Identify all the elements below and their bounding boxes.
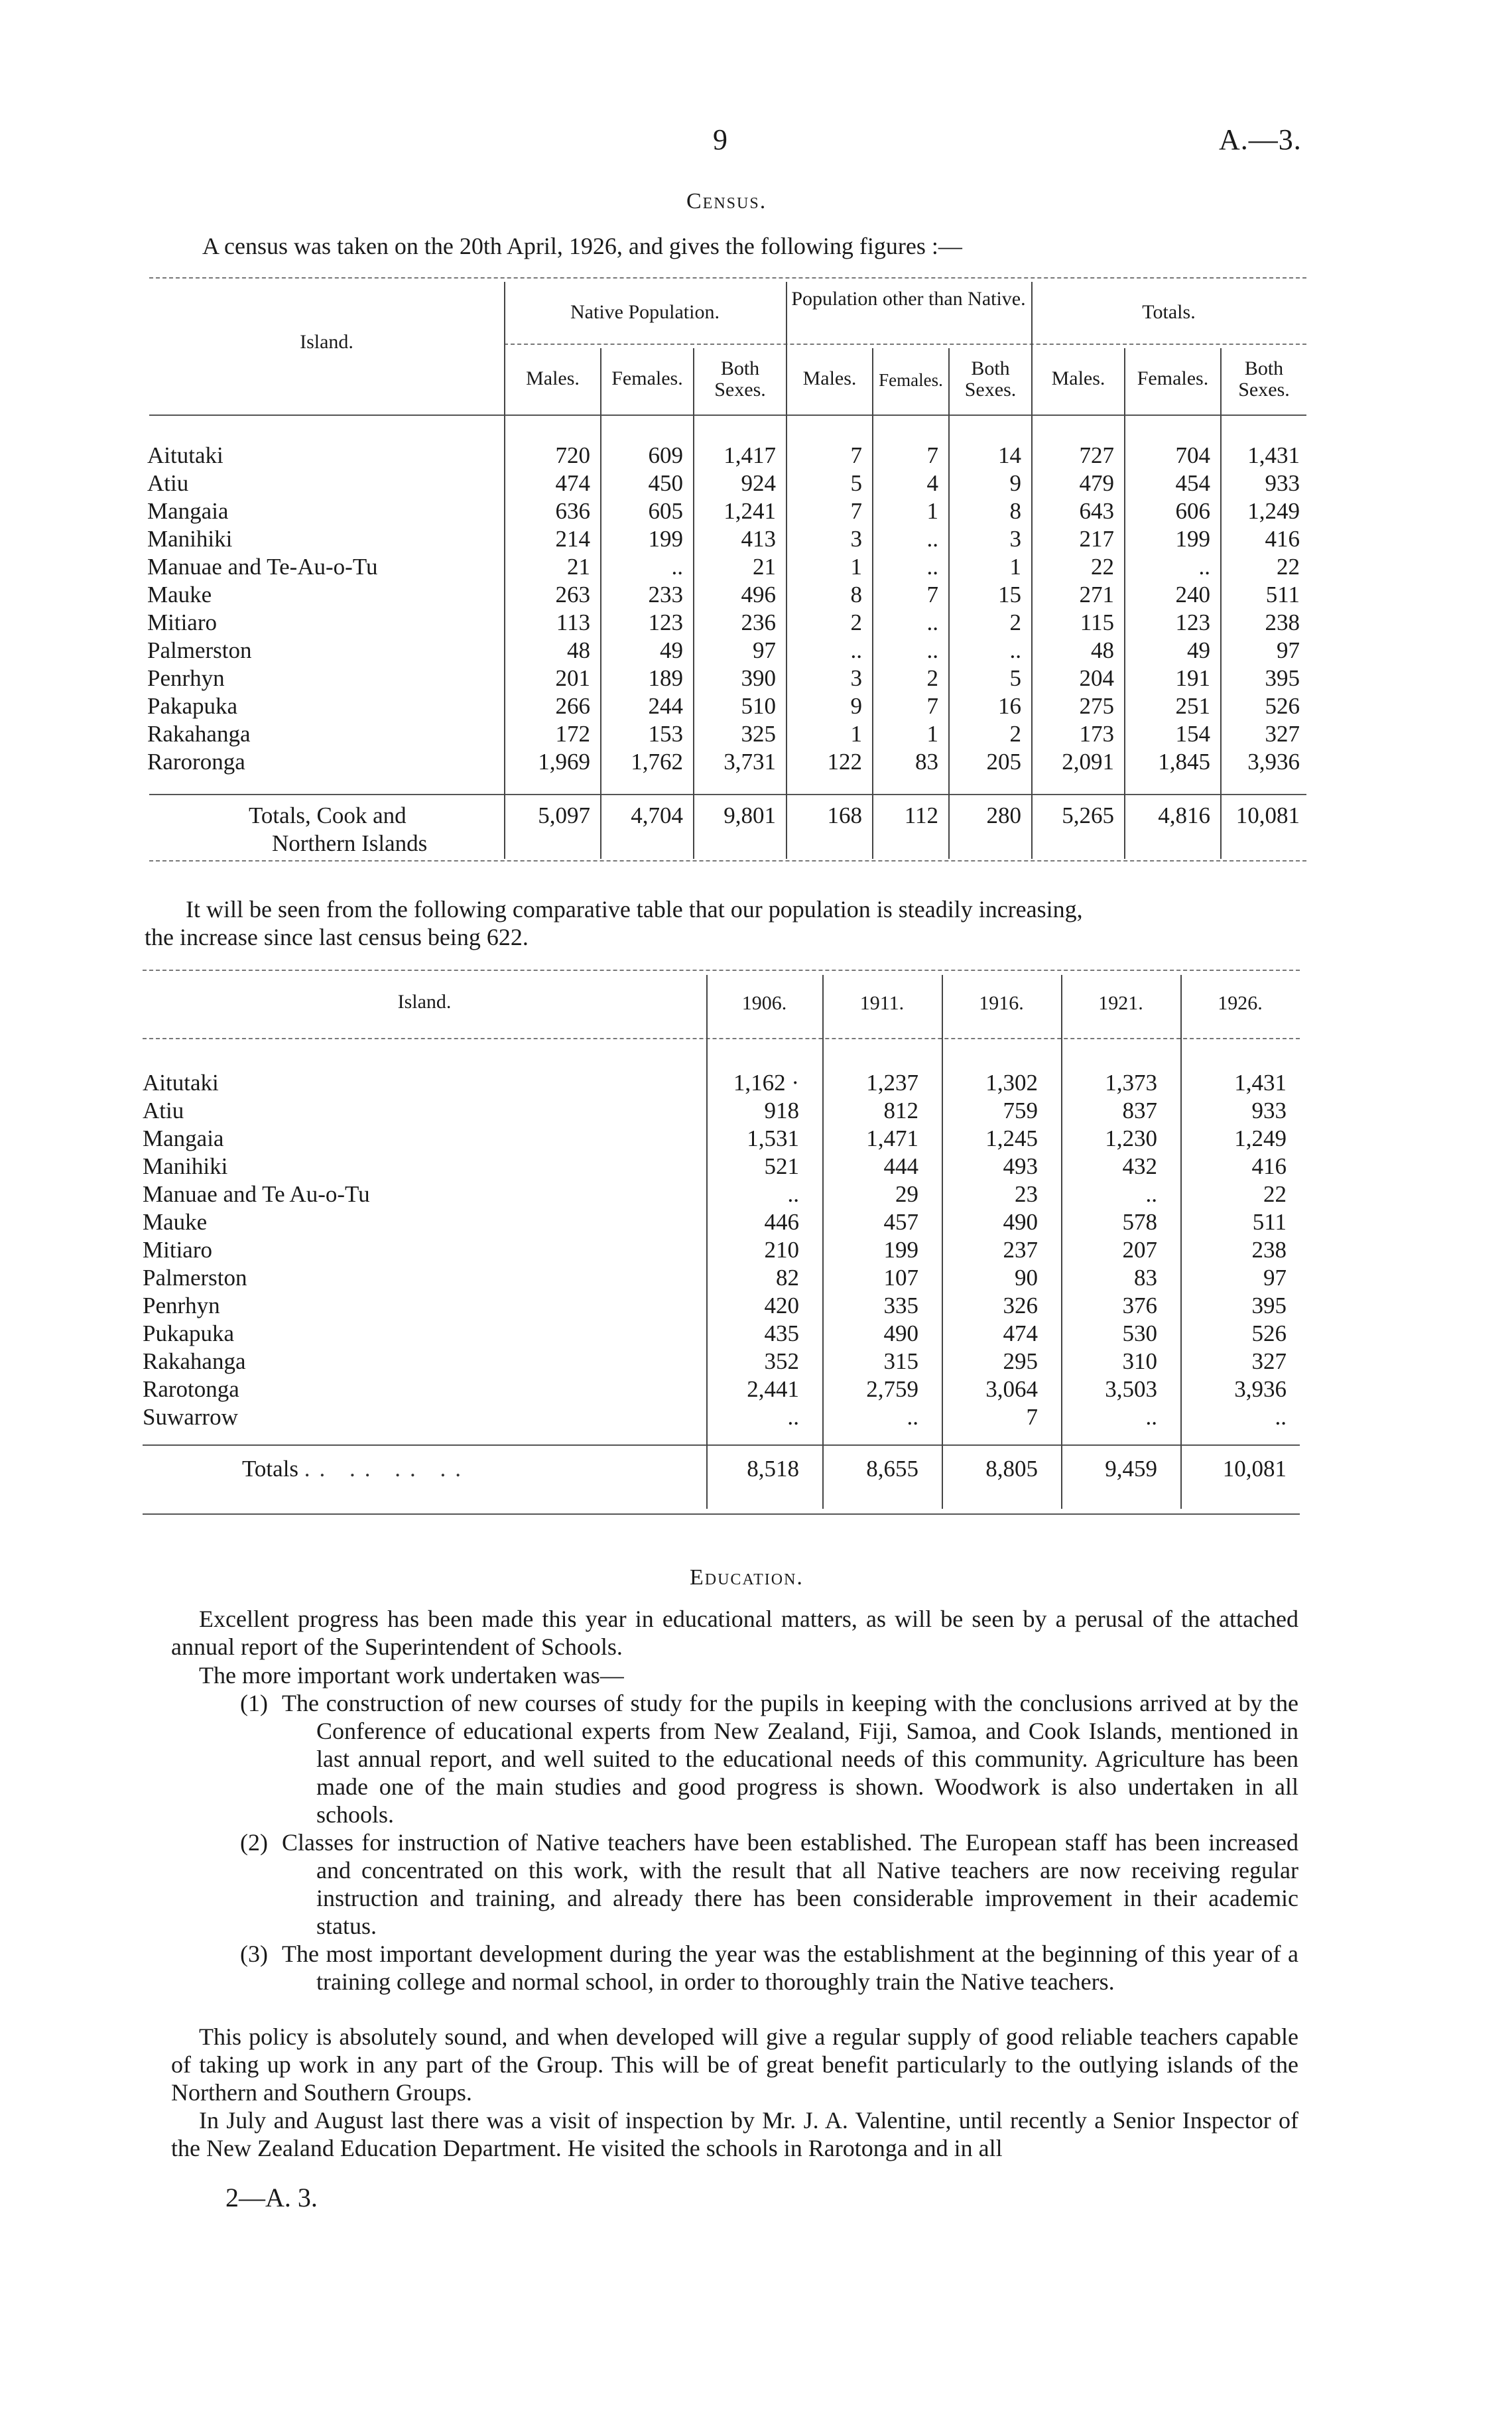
education-paragraph-3: This policy is absolutely sound, and when developed will give a regular supply of good reliable teachers capable of taking up work in any part of the Group. This will be of great benefit particularly to the outlying islands of the Northern and Southern Groups. [171,2023,1298,2106]
census-cell-om: .. [850,637,862,663]
comparison-cell: 933 [1251,1098,1287,1123]
comparison-cell: 335 [883,1293,918,1318]
census-cell-ob: .. [1009,637,1021,663]
census-cell-tm: 727 [1079,442,1114,468]
census-cell-nb: 924 [741,470,776,496]
census-cell-nm: 263 [555,582,590,607]
census-total-males: 5,265 [1062,802,1114,828]
comparison-cell: 1,230 [1105,1125,1157,1151]
comparison-cell: 1,245 [985,1125,1038,1151]
year-1911-header: 1911. [859,992,905,1014]
census-cell-nm: 201 [555,665,590,691]
comparison-cell: 23 [1015,1181,1038,1207]
census-cell-nm: 214 [555,526,590,552]
comparison-cell: .. [787,1181,799,1207]
census-cell-ob: 3 [1009,526,1021,552]
year-1926-header: 1926. [1218,992,1263,1014]
census-cell-nm: 1,969 [538,749,590,775]
census-cell-tb: 1,249 [1247,498,1300,524]
census-row-island: Aitutaki [147,442,223,468]
census-cell-om: 7 [850,442,862,468]
comparison-cell: 837 [1122,1098,1157,1123]
comparison-row-island: Penrhyn [143,1293,220,1318]
census-cell-nm: 113 [556,609,590,635]
comparison-cell: 526 [1251,1320,1287,1346]
census-cell-tm: 115 [1080,609,1114,635]
comparison-total-1926: 10,081 [1222,1456,1287,1482]
comparison-cell: 2,759 [866,1376,918,1402]
comparison-row-island: Aitutaki [143,1070,219,1096]
census-cell-of: 4 [926,470,938,496]
comparison-cell: 3,503 [1105,1376,1157,1402]
comparison-totals-label: Totals .. .. .. .. [242,1456,471,1482]
totals-males-header: Males. [1051,367,1105,389]
census-group-other: Population other than Native. [791,288,1026,310]
comparison-row-island: Suwarrow [143,1404,238,1430]
census-cell-nf: 233 [648,582,683,607]
census-cell-tm: 271 [1079,582,1114,607]
census-cell-om: 3 [850,526,862,552]
census-cell-nb: 1,241 [724,498,776,524]
year-1906-header: 1906. [741,992,787,1014]
page-number: 9 [713,123,727,156]
comparison-cell: 1,373 [1105,1070,1157,1096]
census-cell-tf: 191 [1175,665,1210,691]
census-cell-tm: 217 [1079,526,1114,552]
census-cell-nb: 510 [741,693,776,719]
census-cell-tb: 22 [1277,554,1300,580]
comparison-cell: 759 [1003,1098,1038,1123]
census-cell-ob: 9 [1009,470,1021,496]
comparison-cell: 3,936 [1234,1376,1287,1402]
census-title: Census. [686,189,767,214]
comparison-cell: .. [1145,1181,1157,1207]
census-cell-of: 2 [926,665,938,691]
comparison-cell: 1,531 [747,1125,799,1151]
native-males-header: Males. [526,367,580,389]
census-cell-nb: 1,417 [724,442,776,468]
census-cell-nb: 236 [741,609,776,635]
comparison-row-island: Rakahanga [143,1348,246,1374]
education-paragraph-1: Excellent progress has been made this year in educational matters, as will be seen by a perusal of the attached annual report of the Superintendent of Schools. [171,1606,1298,1660]
census-total-other-females: 112 [904,802,938,828]
education-item-2: Classes for instruction of Native teachers have been established. The European staff has been increased and concentrated on this work, with the result that all Native teachers are now receiving regular instruction and training, and already there has been considerable improvement in their academic status. [282,1829,1298,1939]
comparison-cell: 474 [1003,1320,1038,1346]
census-row-island: Mauke [147,582,212,607]
census-cell-nm: 474 [555,470,590,496]
comparison-cell: 435 [764,1320,799,1346]
comparison-total-1916: 8,805 [985,1456,1038,1482]
census-row-island: Rakahanga [147,721,251,747]
comparison-cell: 29 [895,1181,918,1207]
census-cell-of: 1 [926,721,938,747]
comparison-cell: 22 [1263,1181,1287,1207]
census-cell-tb: 3,936 [1247,749,1300,775]
comparison-cell: 207 [1122,1237,1157,1263]
comparison-cell: 352 [764,1348,799,1374]
comparison-cell: 416 [1251,1153,1287,1179]
census-cell-tf: 251 [1175,693,1210,719]
census-cell-ob: 8 [1009,498,1021,524]
census-cell-tb: 395 [1265,665,1300,691]
census-cell-nb: 413 [741,526,776,552]
comparison-cell: 812 [883,1098,918,1123]
comparison-intro-1: It will be seen from the following comparative table that our population is steadily increasing, [186,896,1083,923]
census-cell-tm: 204 [1079,665,1114,691]
census-cell-of: .. [926,554,938,580]
census-row-island: Mitiaro [147,609,217,635]
census-cell-om: 7 [850,498,862,524]
comparison-row-island: Palmerston [143,1265,247,1291]
census-cell-ob: 2 [1009,721,1021,747]
census-cell-tf: 123 [1175,609,1210,635]
census-cell-ob: 16 [998,693,1021,719]
census-cell-of: 7 [926,582,938,607]
census-cell-nm: 21 [567,554,590,580]
comparison-cell: 326 [1003,1293,1038,1318]
comparison-cell: 376 [1122,1293,1157,1318]
comparison-cell: 310 [1122,1348,1157,1374]
comparison-cell: 237 [1003,1237,1038,1263]
census-cell-tf: 454 [1175,470,1210,496]
comparison-cell: .. [907,1404,918,1430]
census-cell-nb: 496 [741,582,776,607]
comparison-row-island: Manihiki [143,1153,228,1179]
census-cell-tf: .. [1198,554,1210,580]
census-cell-om: 2 [850,609,862,635]
census-cell-nb: 21 [753,554,776,580]
census-cell-om: 8 [850,582,862,607]
comparison-cell: 578 [1122,1209,1157,1235]
census-cell-tb: 526 [1265,693,1300,719]
comparison-cell: 1,162 · [733,1070,799,1096]
comparison-cell: 2,441 [747,1376,799,1402]
census-group-totals: Totals. [1142,301,1196,323]
census-cell-ob: 1 [1009,554,1021,580]
census-cell-tb: 416 [1265,526,1300,552]
census-cell-nb: 3,731 [724,749,776,775]
census-cell-tb: 933 [1265,470,1300,496]
comparison-cell: 493 [1003,1153,1038,1179]
census-cell-of: 7 [926,442,938,468]
census-cell-of: 1 [926,498,938,524]
year-1916-header: 1916. [979,992,1024,1014]
census-cell-om: 122 [827,749,862,775]
comparison-cell: 90 [1015,1265,1038,1291]
census-cell-om: 5 [850,470,862,496]
comparison-cell: 295 [1003,1348,1038,1374]
education-item-1-number: (1) [240,1690,268,1716]
page-signature: 2—A. 3. [225,2183,318,2212]
census-cell-om: 9 [850,693,862,719]
comparison-row-island: Atiu [143,1098,184,1123]
comparison-cell: 1,302 [985,1070,1038,1096]
comparison-cell: 1,249 [1234,1125,1287,1151]
census-cell-nf: 609 [648,442,683,468]
census-cell-nf: .. [671,554,683,580]
comparison-cell: 446 [764,1209,799,1235]
census-cell-tf: 606 [1175,498,1210,524]
census-total-other-both: 280 [986,802,1021,828]
comparison-cell: 521 [764,1153,799,1179]
census-cell-ob: 205 [986,749,1021,775]
native-females-header: Females. [611,367,683,389]
education-paragraph-4: In July and August last there was a visit of inspection by Mr. J. A. Valentine, until recently a Senior Inspector of the New Zealand Education Department. He visited the schools in Rarotonga and in all [171,2107,1298,2161]
census-cell-ob: 2 [1009,609,1021,635]
comparison-total-1921: 9,459 [1105,1456,1157,1482]
census-cell-nm: 172 [555,721,590,747]
census-cell-nb: 390 [741,665,776,691]
comparison-cell: .. [787,1404,799,1430]
comparison-row-island: Pukapuka [143,1320,235,1346]
census-cell-ob: 15 [998,582,1021,607]
comparison-cell: 3,064 [985,1376,1038,1402]
comparison-cell: 490 [1003,1209,1038,1235]
native-both-header: Both Sexes. [714,357,766,401]
comparison-row-island: Manuae and Te Au-o-Tu [143,1181,370,1207]
census-row-island: Pakapuka [147,693,238,719]
census-cell-tb: 1,431 [1247,442,1300,468]
census-total-native-males: 5,097 [538,802,590,828]
census-cell-nf: 49 [660,637,683,663]
census-cell-of: .. [926,526,938,552]
census-cell-nf: 605 [648,498,683,524]
comparison-cell: 7 [1026,1404,1038,1430]
census-cell-nf: 450 [648,470,683,496]
education-item-1: The construction of new courses of study for the pupils in keeping with the conclusions arrived at by the Conference of educational experts from New Zealand, Fiji, Samoa, and Cook Islands, mentioned in last annual report, and well suited to the educational needs of this community. Agriculture has been made one of the main studies and good progress is shown. Woodwork is also undertaken in all schools. [282,1690,1298,1828]
census-cell-nb: 325 [741,721,776,747]
comparison-cell: 1,237 [866,1070,918,1096]
census-row-island: Penrhyn [147,665,225,691]
census-totals-label-2: Northern Islands [272,830,428,856]
census-cell-tb: 327 [1265,721,1300,747]
census-cell-om: 3 [850,665,862,691]
census-cell-tb: 97 [1277,637,1300,663]
census-cell-tf: 704 [1175,442,1210,468]
comparison-cell: 395 [1251,1293,1287,1318]
comparison-total-1906: 8,518 [747,1456,799,1482]
census-cell-of: .. [926,637,938,663]
comparison-cell: .. [1145,1404,1157,1430]
education-item-3: The most important development during the year was the establishment at the beginning of this year of a training college and normal school, in order to thoroughly train the Native teachers. [282,1941,1298,1995]
census-row-island: Atiu [147,470,189,496]
census-totals-label: Totals, Cook and [249,802,407,828]
comparison-row-island: Rarotonga [143,1376,239,1402]
census-row-island: Mangaia [147,498,229,524]
census-total-other-males: 168 [827,802,862,828]
census-total-females: 4,816 [1158,802,1210,828]
comparison-cell: 420 [764,1293,799,1318]
comparison-col-island: Island. [397,991,452,1013]
census-cell-ob: 14 [998,442,1021,468]
census-cell-nf: 244 [648,693,683,719]
education-item-2-number: (2) [240,1829,268,1856]
census-cell-tf: 240 [1175,582,1210,607]
comparison-cell: 1,431 [1234,1070,1287,1096]
comparison-cell: 199 [883,1237,918,1263]
census-cell-nm: 266 [555,693,590,719]
comparison-cell: 444 [883,1153,918,1179]
census-cell-nm: 720 [555,442,590,468]
census-cell-tf: 199 [1175,526,1210,552]
comparison-row-island: Mangaia [143,1125,224,1151]
totals-both-header: Both Sexes. [1238,357,1290,401]
census-row-island: Manuae and Te-Au-o-Tu [147,554,378,580]
comparison-cell: .. [1275,1404,1287,1430]
census-cell-of: 7 [926,693,938,719]
series-number: A.—3. [1219,123,1302,156]
census-row-island: Raroronga [147,749,245,775]
census-col-island: Island. [300,331,353,353]
education-item-3-number: (3) [240,1941,268,1967]
census-cell-nm: 636 [555,498,590,524]
census-cell-nf: 199 [648,526,683,552]
other-females-header: Females. [879,370,943,390]
census-cell-nm: 48 [567,637,590,663]
comparison-cell: 490 [883,1320,918,1346]
census-cell-nf: 1,762 [631,749,683,775]
census-cell-om: 1 [850,554,862,580]
census-cell-nf: 123 [648,609,683,635]
other-males-header: Males. [802,367,857,389]
comparison-row-island: Mitiaro [143,1237,212,1263]
census-cell-nf: 189 [648,665,683,691]
census-cell-tb: 238 [1265,609,1300,635]
comparison-cell: 1,471 [866,1125,918,1151]
census-cell-of: 83 [915,749,938,775]
census-cell-tm: 173 [1079,721,1114,747]
census-total-native-both: 9,801 [724,802,776,828]
census-cell-tm: 48 [1091,637,1114,663]
comparison-cell: 107 [883,1265,918,1291]
comparison-cell: 918 [764,1098,799,1123]
census-cell-ob: 5 [1009,665,1021,691]
other-both-header: Both Sexes. [964,357,1017,401]
comparison-cell: 315 [883,1348,918,1374]
comparison-cell: 457 [883,1209,918,1235]
comparison-cell: 238 [1251,1237,1287,1263]
comparison-cell: 530 [1122,1320,1157,1346]
census-row-island: Palmerston [147,637,252,663]
census-cell-tf: 154 [1175,721,1210,747]
comparison-row-island: Mauke [143,1209,208,1235]
census-cell-tf: 49 [1187,637,1210,663]
census-cell-tm: 479 [1079,470,1114,496]
census-cell-tm: 22 [1091,554,1114,580]
census-cell-tb: 511 [1265,582,1300,607]
census-cell-tm: 275 [1079,693,1114,719]
census-total-both: 10,081 [1235,802,1300,828]
comparison-cell: 82 [776,1265,799,1291]
comparison-cell: 83 [1134,1265,1157,1291]
census-cell-nb: 97 [753,637,776,663]
census-cell-tm: 2,091 [1062,749,1114,775]
totals-females-header: Females. [1137,367,1209,389]
comparison-cell: 432 [1122,1153,1157,1179]
census-cell-nf: 153 [648,721,683,747]
census-cell-of: .. [926,609,938,635]
education-title: Education. [690,1565,804,1590]
comparison-intro-2: the increase since last census being 622. [145,924,529,950]
comparison-total-1911: 8,655 [866,1456,918,1482]
comparison-cell: 210 [764,1237,799,1263]
census-row-island: Manihiki [147,526,233,552]
census-group-native: Native Population. [570,301,720,323]
census-cell-tf: 1,845 [1158,749,1210,775]
year-1921-header: 1921. [1098,992,1143,1014]
census-intro: A census was taken on the 20th April, 1926, and gives the following figures :— [202,233,962,259]
census-cell-tm: 643 [1079,498,1114,524]
comparison-cell: 327 [1251,1348,1287,1374]
census-cell-om: 1 [850,721,862,747]
comparison-cell: 97 [1263,1265,1287,1291]
education-paragraph-2: The more important work undertaken was— [199,1662,624,1689]
comparison-cell: 511 [1252,1209,1287,1235]
census-total-native-females: 4,704 [631,802,683,828]
